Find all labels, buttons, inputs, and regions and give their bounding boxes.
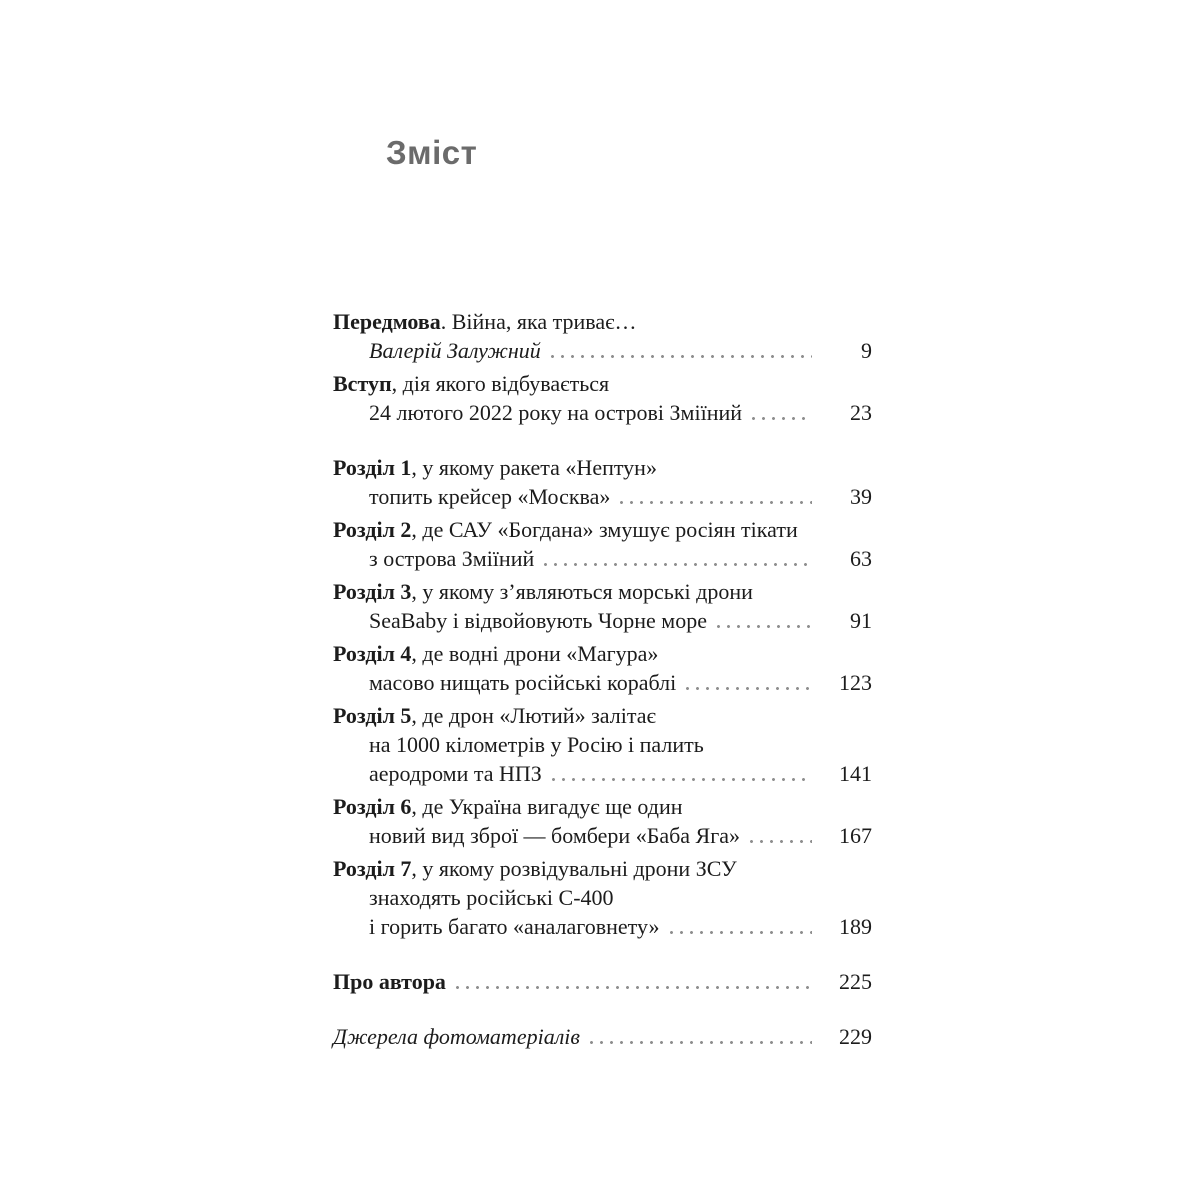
toc-text: новий вид зброї — бомбери «Баба Яга»: [369, 823, 741, 848]
toc: [333, 307, 872, 1055]
toc-entry-line: [333, 639, 872, 668]
dot-leader: [670, 912, 812, 941]
page-number: 23: [850, 400, 872, 425]
toc-text: Розділ 7: [333, 856, 412, 881]
toc-entry-line: [333, 369, 872, 398]
toc-entry-line: [333, 701, 872, 730]
dot-leader: [686, 668, 812, 697]
toc-text: топить крейсер «Москва»: [369, 484, 611, 509]
page-number: 63: [850, 546, 872, 571]
toc-entry: [333, 701, 872, 788]
dot-leader: [544, 544, 812, 573]
toc-entry: [333, 639, 872, 697]
toc-entry-line: [333, 482, 872, 511]
toc-text: SeaBaby і відвойовують Чорне море: [369, 608, 707, 633]
page-number: 91: [850, 608, 872, 633]
toc-text: , де Україна вигадує ще один: [411, 794, 683, 819]
toc-entry-line: [333, 544, 872, 573]
toc-text: 24 лютого 2022 року на острові Зміїний: [369, 400, 743, 425]
toc-text: Розділ 2: [333, 517, 412, 542]
toc-entry: [333, 854, 872, 941]
page-number: 123: [839, 670, 872, 695]
toc-entry-line: [333, 398, 872, 427]
toc-entry-line: [333, 912, 872, 941]
toc-text: Про автора: [333, 969, 446, 994]
dot-leader: [590, 1022, 812, 1051]
toc-entry-line: [333, 668, 872, 697]
dot-leader: [551, 336, 812, 365]
toc-text: Джерела фотоматеріалів: [333, 1024, 580, 1049]
page-title: Зміст: [386, 134, 478, 172]
page-number: 141: [839, 761, 872, 786]
toc-text: , у якому ракета «Нептун»: [411, 455, 657, 480]
toc-entry-line: [333, 821, 872, 850]
page-number: 229: [839, 1024, 872, 1049]
dot-leader: [752, 398, 812, 427]
toc-text: , дія якого відбувається: [391, 371, 610, 396]
page-number: 225: [839, 969, 872, 994]
dot-leader: [750, 821, 812, 850]
toc-entry-line: [333, 1022, 872, 1051]
toc-text: , де дрон «Лютий» залітає: [411, 703, 656, 728]
toc-text: Розділ 6: [333, 794, 412, 819]
toc-text: масово нищать російські кораблі: [369, 670, 677, 695]
page-number: 167: [839, 823, 872, 848]
toc-text: на 1000 кілометрів у Росію і палить: [369, 732, 704, 757]
dot-leader: [552, 759, 812, 788]
toc-text: . Війна, яка триває…: [440, 309, 637, 334]
page-number: 39: [850, 484, 872, 509]
toc-text: Валерій Залужний: [369, 338, 541, 363]
toc-entry-line: [333, 515, 872, 544]
toc-text: , у якому з’являються морські дрони: [411, 579, 753, 604]
toc-entry-line: [333, 577, 872, 606]
toc-entry-line: [333, 792, 872, 821]
toc-text: , де водні дрони «Магура»: [411, 641, 659, 666]
toc-entry-line: [333, 606, 872, 635]
toc-text: знаходять російські С-400: [369, 885, 614, 910]
toc-entry: [333, 307, 872, 365]
toc-entry: [333, 967, 872, 996]
toc-text: і горить багато «аналаговнету»: [369, 914, 660, 939]
page-number: 9: [861, 338, 872, 363]
toc-text: , у якому розвідувальні дрони ЗСУ: [411, 856, 737, 881]
toc-entry: [333, 792, 872, 850]
toc-text: , де САУ «Богдана» змушує росіян тікати: [411, 517, 798, 542]
toc-entry-line: [333, 759, 872, 788]
toc-text: Розділ 5: [333, 703, 412, 728]
toc-entry-line: [333, 967, 872, 996]
toc-entry-line: [333, 336, 872, 365]
toc-text: Розділ 4: [333, 641, 412, 666]
dot-leader: [717, 606, 812, 635]
toc-text: Розділ 3: [333, 579, 412, 604]
toc-text: з острова Зміїний: [369, 546, 535, 571]
toc-entry: [333, 515, 872, 573]
toc-entry-line: [333, 730, 872, 759]
page-number: 189: [839, 914, 872, 939]
toc-entry-line: [333, 307, 872, 336]
dot-leader: [456, 967, 812, 996]
toc-text: аеродроми та НПЗ: [369, 761, 542, 786]
toc-entry-line: [333, 453, 872, 482]
toc-entry: [333, 369, 872, 427]
toc-text: Передмова: [333, 309, 441, 334]
toc-text: Розділ 1: [333, 455, 412, 480]
toc-entry: [333, 577, 872, 635]
toc-entry-line: [333, 883, 872, 912]
toc-text: Вступ: [333, 371, 392, 396]
toc-entry-line: [333, 854, 872, 883]
dot-leader: [620, 482, 812, 511]
toc-entry: [333, 1022, 872, 1051]
toc-entry: [333, 453, 872, 511]
